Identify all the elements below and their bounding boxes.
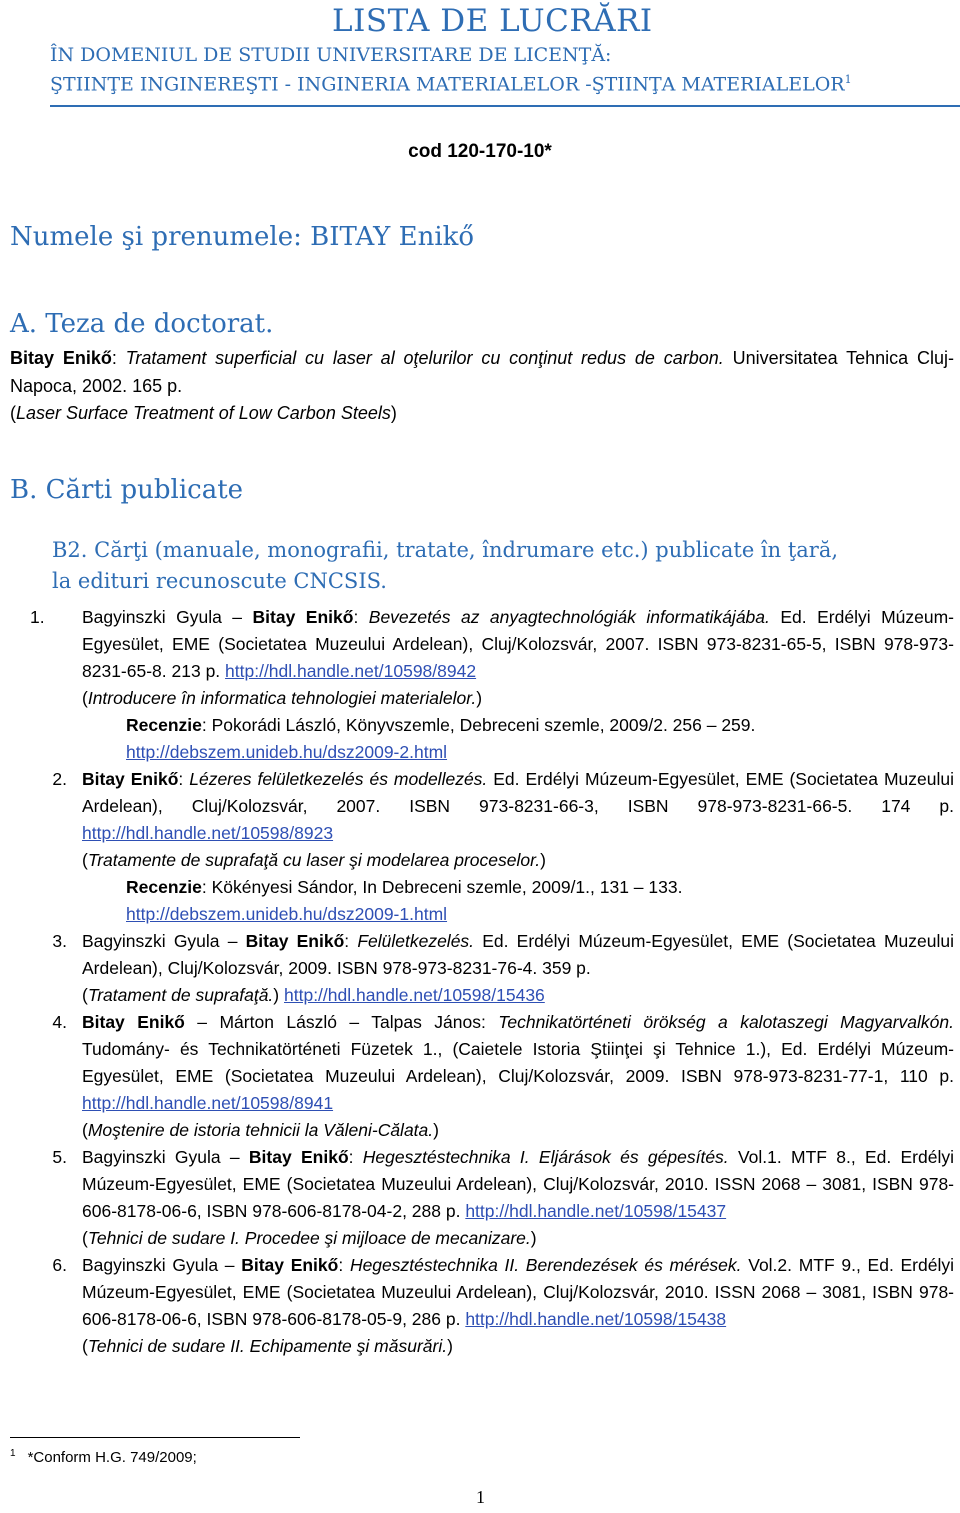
item-review [82,874,954,928]
item-handle-link[interactable]: http://hdl.handle.net/10598/8923 [82,823,334,843]
item-number: 5. [52,1147,67,1167]
item-translation: Tratamente de suprafaţă cu laser şi modelarea proceselor. [87,850,541,870]
item-translation: Moştenire de istoria tehnicii la Văleni-Călata. [87,1120,434,1140]
item-author: Bitay Enikő [245,931,345,951]
thesis-author: Bitay Enikő [10,348,112,368]
item-author: Bitay Enikő [82,1012,185,1032]
thesis-publisher: Universitatea Tehnica Cluj-Napoca, 2002. 165 p. [10,348,954,396]
section-a-heading: A. Teza de doctorat. [10,309,274,339]
item-translation: Tehnici de sudare I. Procedee şi mijloace de mecanizare. [87,1228,531,1248]
thesis-translation: Laser Surface Treatment of Low Carbon Steels [16,403,391,423]
item-translation: Tehnici de sudare II. Echipamente şi măsurări. [87,1336,448,1356]
item-author: Bitay Enikő [241,1255,339,1275]
program-name: ŞTIINŢE INGINEREŞTI - INGINERIA MATERIALELOR -ŞTIINŢA MATERIALELOR [50,73,845,96]
item-details: Ed. Erdélyi Múzeum-Egyesület, EME (Societatea Muzeului Ardelean), Cluj/Kolozsvár, 2007. ISBN 973-8231-66-3, ISBN 978-973-8231-66-5. 174 p. [82,769,954,816]
list-item: 1. Bagyinszki Gyula – Bitay Enikő: Bevezetés az anyagtechnológiák informatikájába. Ed. Erdélyi Múzeum-Egyesület, EME (Societatea Muzeului Ardelean), Cluj/Kolozsvár, 2007. ISBN 973-8231-65-5, ISBN 978-973-8231-65-8. 213 p. http://hdl.handle.net/10598/8942 (Introducere în informatica tehnologiei materialelor.) Recenzie: Pokorádi László, Könyvszemle, Debreceni szemle, 2009/2. 256 – 259. http://debszem.unideb.hu/dsz2009-2.html [10,604,954,766]
page-subtitle-domain: ÎN DOMENIUL DE STUDII UNIVERSITARE DE LICENŢĂ: [50,44,612,66]
review-link[interactable]: http://debszem.unideb.hu/dsz2009-1.html [126,904,448,924]
section-b2-heading: B2. Cărţi (manuale, monografii, tratate, îndrumare etc.) publicate în ţară, la edituri recunoscute CNCSIS. [52,538,839,593]
item-number: 3. [52,931,67,951]
footnote-reference[interactable]: 1 [844,73,852,86]
item-number: 2. [52,769,67,789]
item-title: Lézeres felületkezelés és modellezés. [189,769,488,789]
item-details: Vol.2. MTF 9., Ed. Erdélyi Múzeum-Egyesület, EME (Societatea Muzeului Ardelean), Cluj/Kolozsvár, 2010. ISSN 2068 – 3081, ISBN 978-606-8178-06-6, ISBN 978-606-8178-05-9, 286 p. [82,1255,954,1329]
item-number: 4. [52,1012,67,1032]
author-name-heading: Numele şi prenumele: BITAY Enikő [10,222,475,252]
item-author: Bitay Enikő [252,607,354,627]
page-number: 1 [476,1487,485,1507]
list-item: 6. Bagyinszki Gyula – Bitay Enikő: Hegesztéstechnika II. Berendezések és mérések. Vol.2. MTF 9., Ed. Erdélyi Múzeum-Egyesület, EME (Societatea Muzeului Ardelean), Cluj/Kolozsvár, 2010. ISSN 2068 – 3081, ISBN 978-606-8178-06-6, ISBN 978-606-8178-05-9, 286 p. http://hdl.handle.net/10598/15438 (Tehnici de sudare II. Echipamente şi măsurări.) [10,1252,954,1360]
list-item: 5. Bagyinszki Gyula – Bitay Enikő: Hegesztéstechnika I. Eljárások és gépesítés. Vol.1. MTF 8., Ed. Erdélyi Múzeum-Egyesület, EME (Societatea Muzeului Ardelean), Cluj/Kolozsvár, 2010. ISSN 2068 – 3081, ISBN 978-606-8178-06-6, ISBN 978-606-8178-04-2, 288 p. http://hdl.handle.net/10598/15437 (Tehnici de sudare I. Procedee şi mijloace de mecanizare.) [10,1144,954,1252]
page-subtitle-program [50,73,852,95]
item-number: 6. [52,1255,67,1275]
item-author: Bitay Enikő [248,1147,349,1167]
footnote [10,1448,197,1466]
item-handle-link[interactable]: http://hdl.handle.net/10598/15438 [465,1309,727,1329]
section-b-heading: B. Cărti publicate [10,475,244,505]
review-text: : Kökényesi Sándor, In Debreceni szemle, 2009/1., 131 – 133. [201,877,683,897]
list-item: 2. Bitay Enikő: Lézeres felületkezelés és modellezés. Ed. Erdélyi Múzeum-Egyesület, EME (Societatea Muzeului Ardelean), Cluj/Kolozsvár, 2007. ISBN 973-8231-66-3, ISBN 978-973-8231-66-5. 174 p. http://hdl.handle.net/10598/8923 (Tratamente de suprafaţă cu laser şi modelarea proceselor.) Recenzie: Kökényesi Sándor, In Debreceni szemle, 2009/1., 131 – 133. http://debszem.unideb.hu/dsz2009-1.html [10,766,954,928]
footnote-divider [10,1437,300,1438]
review-label: Recenzie [126,715,202,735]
item-handle-link[interactable]: http://hdl.handle.net/10598/8942 [225,661,477,681]
item-handle-link[interactable]: http://hdl.handle.net/10598/8941 [82,1093,334,1113]
footnote-text: *Conform H.G. 749/2009; [27,1449,197,1466]
item-author: Bitay Enikő [82,769,179,789]
page-title: LISTA DE LUCRĂRI [332,3,653,39]
item-title: Technikatörténeti örökség a kalotaszegi Magyarvalkón. [498,1012,954,1032]
item-title: Felületkezelés. [357,931,475,951]
footnote-mark: 1 [10,1448,16,1459]
thesis-title: Tratament superficial cu laser al oţelurilor cu conţinut redus de carbon. [125,348,724,368]
list-item: 4. Bitay Enikő – Márton László – Talpas János: Technikatörténeti örökség a kalotaszegi Magyarvalkón. Tudomány- és Technikatörténeti Füzetek 1., (Caietele Istoria Ştiinţei şi Tehnice 1.), Ed. Erdélyi Múzeum-Egyesület, EME (Societatea Muzeului Ardelean), Cluj/Kolozsvár, 2009. ISBN 978-973-8231-77-1, 110 p. http://hdl.handle.net/10598/8941 (Moştenire de istoria tehnicii la Văleni-Călata.) [10,1009,954,1144]
item-details: Ed. Erdélyi Múzeum-Egyesület, EME (Societatea Muzeului Ardelean), Cluj/Kolozsvár, 2009. ISBN 978-973-8231-76-4. 359 p. [82,931,954,978]
review-link[interactable]: http://debszem.unideb.hu/dsz2009-2.html [126,742,448,762]
item-title: Bevezetés az anyagtechnológiák informatikájába. [368,607,770,627]
review-label: Recenzie [126,877,202,897]
header-divider [50,105,960,107]
publication-list [10,604,954,1360]
item-translation: Introducere în informatica tehnologiei materialelor. [87,688,477,708]
list-item: 3. Bagyinszki Gyula – Bitay Enikő: Felületkezelés. Ed. Erdélyi Múzeum-Egyesület, EME (Societatea Muzeului Ardelean), Cluj/Kolozsvár, 2009. ISBN 978-973-8231-76-4. 359 p. (Tratament de suprafaţă.) http://hdl.handle.net/10598/15436 [10,928,954,1009]
item-title: Hegesztéstechnika II. Berendezések és mérések. [349,1255,742,1275]
item-translation: Tratament de suprafaţă. [87,985,274,1005]
review-text: : Pokorádi László, Könyvszemle, Debreceni szemle, 2009/2. 256 – 259. [201,715,756,735]
item-details: Ed. Erdélyi Múzeum-Egyesület, EME (Societatea Muzeului Ardelean), Cluj/Kolozsvár, 2007. ISBN 973-8231-65-5, ISBN 978-973-8231-65-8. 213 p. [82,607,954,681]
item-handle-link[interactable]: http://hdl.handle.net/10598/15436 [284,985,545,1005]
thesis-entry: Bitay Enikő: Tratament superficial cu laser al oţelurilor cu conţinut redus de carbon. Universitatea Tehnica Cluj-Napoca, 2002. 165 p. (Laser Surface Treatment of Low Carbon Steels) [10,348,954,423]
item-handle-link[interactable]: http://hdl.handle.net/10598/15437 [465,1201,727,1221]
item-title: Hegesztéstechnika I. Eljárások és gépesítés. [362,1147,729,1167]
item-review [82,712,954,766]
item-details: Vol.1. MTF 8., Ed. Erdélyi Múzeum-Egyesület, EME (Societatea Muzeului Ardelean), Cluj/Kolozsvár, 2010. ISSN 2068 – 3081, ISBN 978-606-8178-06-6, ISBN 978-606-8178-04-2, 288 p. [82,1147,954,1221]
item-details: Tudomány- és Technikatörténeti Füzetek 1., (Caietele Istoria Ştiinţei şi Tehnice 1.), Ed. Erdélyi Múzeum-Egyesület, EME (Societatea Muzeului Ardelean), Cluj/Kolozsvár, 2009. ISBN 978-973-8231-77-1, 110 p. [82,1039,954,1086]
document-code: cod 120-170-10* [408,141,552,162]
item-number: 1. [30,607,45,627]
